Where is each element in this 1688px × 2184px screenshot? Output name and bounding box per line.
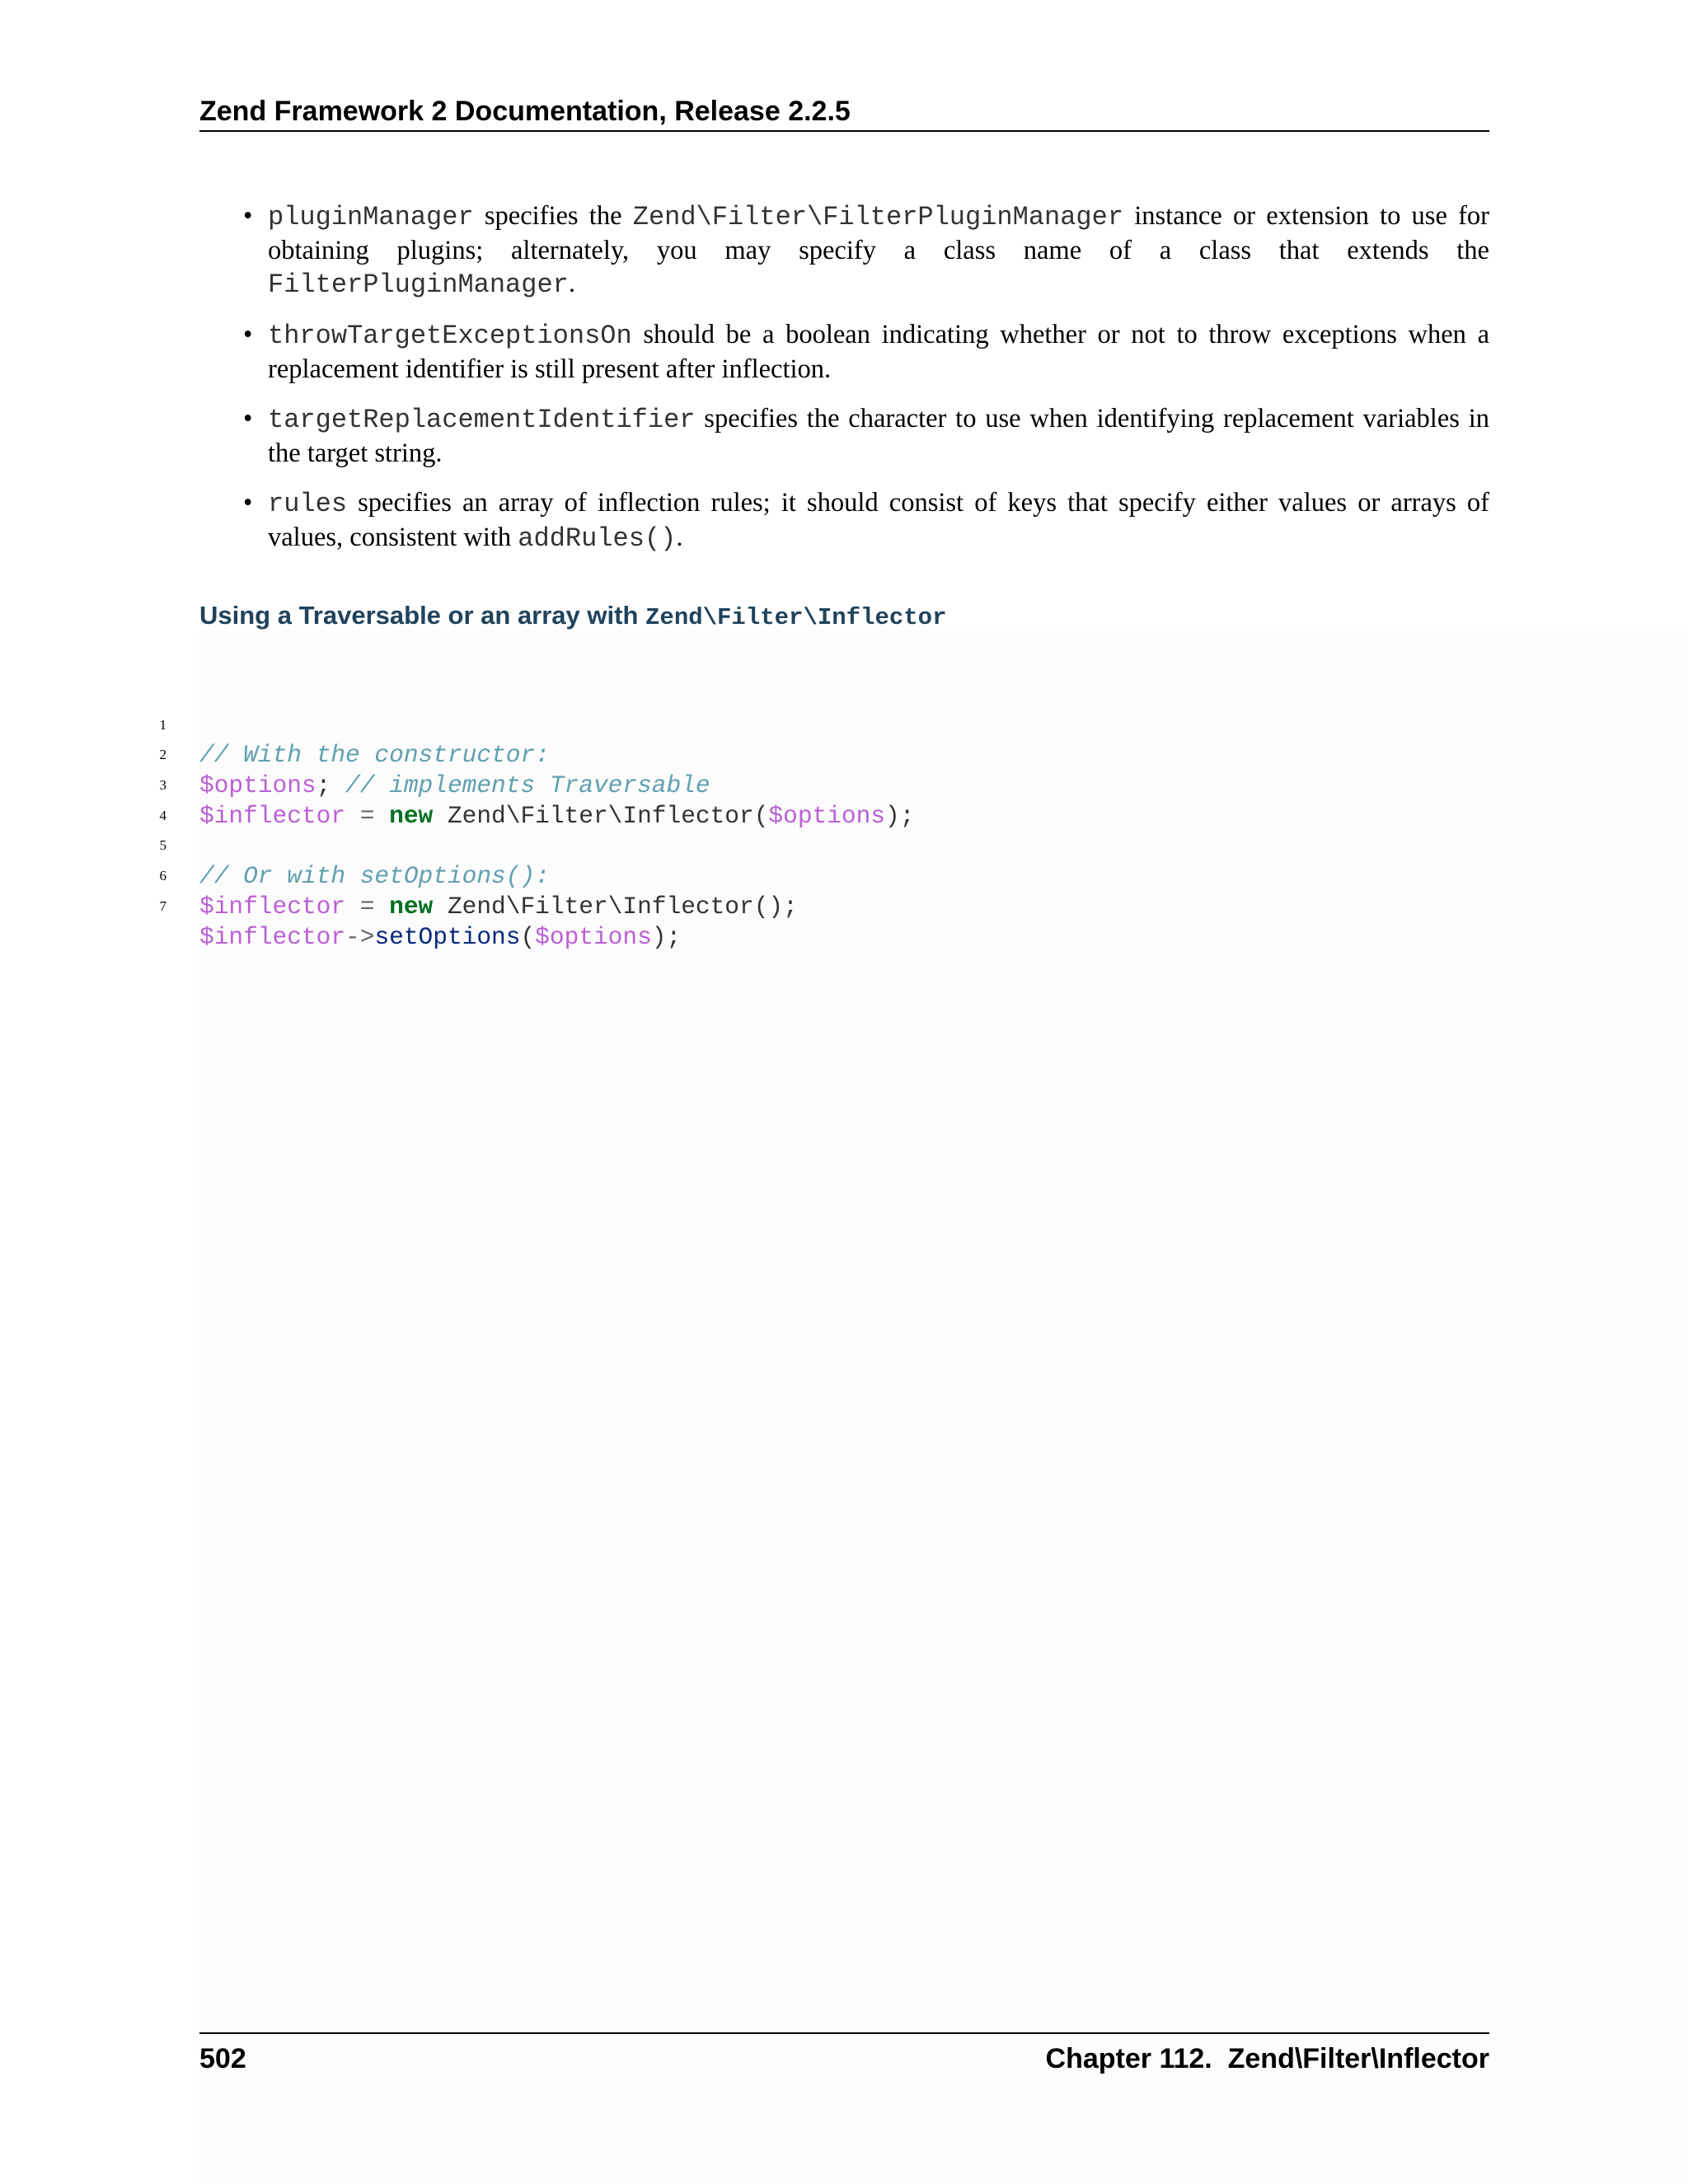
list-item: • rules specifies an array of inflection rules; it should consist of keys that specify either values or arrays of values, consistent with addRules(). [241, 486, 1489, 555]
section-heading-code: Zend\Filter\Inflector [645, 604, 947, 631]
list-item: • targetReplacementIdentifier specifies the character to use when identifying replacement variables in the target string. [241, 402, 1489, 470]
inline-code: addRules() [518, 523, 677, 554]
line-number: 3 [159, 777, 166, 794]
line-number: 2 [159, 747, 166, 763]
line-number: 7 [159, 898, 166, 914]
running-header: Zend Framework 2 Documentation, Release 2.2.5 [199, 92, 1489, 132]
option-name: pluginManager [268, 202, 474, 232]
option-name: rules [268, 489, 348, 519]
page-number: 502 [199, 2043, 246, 2074]
list-item: • pluginManager specifies the Zend\Filter\FilterPluginManager instance or extension to use for obtaining plugins; alternately, you may specify a class name of a class that extends the FilterPluginManager. [241, 199, 1489, 302]
option-name: throwTargetExceptionsOn [268, 321, 632, 351]
list-item: • throwTargetExceptionsOn should be a boolean indicating whether or not to throw exceptions when a replacement identifier is still present after inflection. [241, 318, 1489, 386]
code-line: 7 $inflector->setOptions($options); [148, 861, 1489, 892]
line-number: 5 [159, 837, 166, 854]
chapter-title: Chapter 112. Zend\Filter\Inflector [1045, 2043, 1489, 2074]
options-list [241, 199, 1489, 572]
code-line: 1 // With the constructor: [148, 680, 1489, 710]
code-line: 6 $inflector = new Zend\Filter\Inflector(); [148, 831, 1489, 861]
code-line: 3 $inflector = new Zend\Filter\Inflector($options); [148, 740, 1489, 771]
running-footer [199, 2032, 1489, 2083]
inline-code: FilterPluginManager [268, 269, 569, 300]
line-number: 6 [159, 868, 166, 884]
inline-code: Zend\Filter\FilterPluginManager [632, 202, 1124, 232]
code-line: 2 $options; // implements Traversable [148, 710, 1489, 741]
line-number: 1 [159, 716, 166, 733]
option-name: targetReplacementIdentifier [268, 405, 696, 435]
section-heading: Using a Traversable or an array with Zend\Filter\Inflector [199, 601, 947, 631]
code-example [148, 680, 1489, 951]
line-number: 4 [159, 807, 166, 823]
code-line: 5 // Or with setOptions(): [148, 801, 1489, 832]
